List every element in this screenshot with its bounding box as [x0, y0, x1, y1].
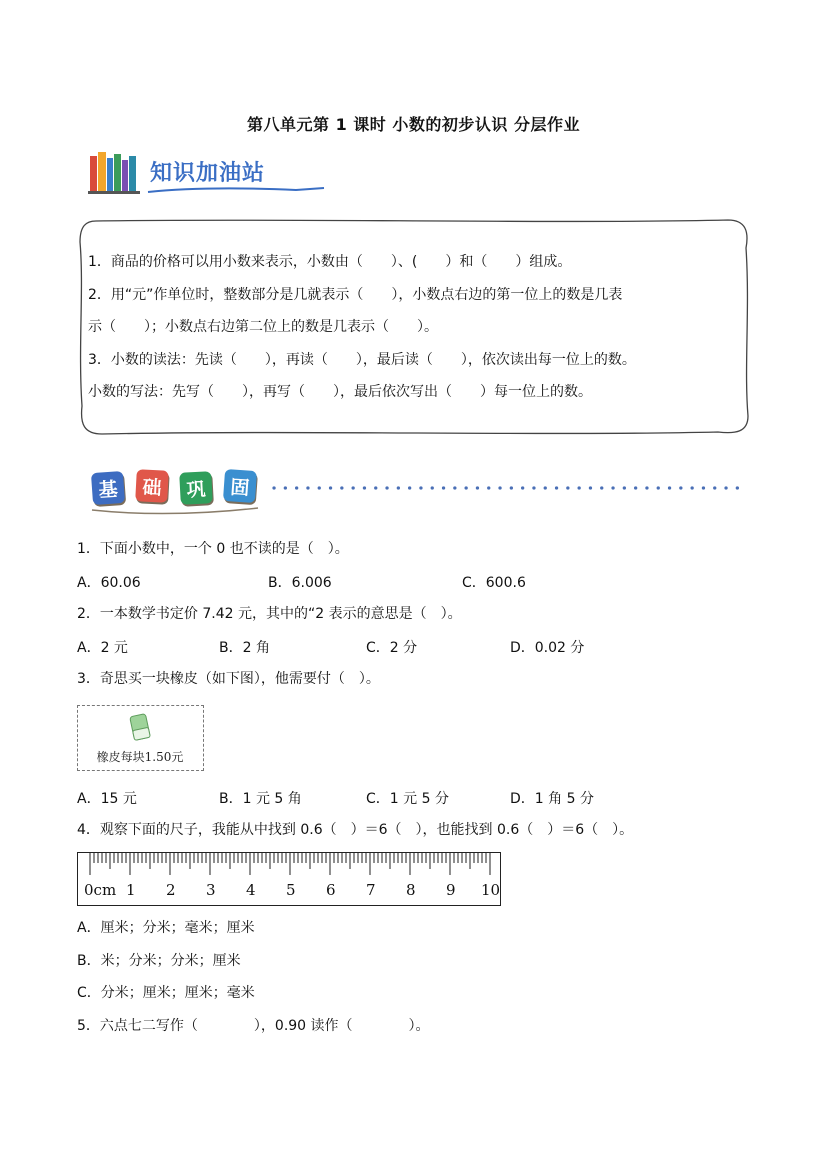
q4-option-c[interactable]: C．分米；厘米；厘米；毫米 [77, 985, 255, 1001]
question-3: 3．奇思买一块橡皮（如下图），他需要付（ ）。 [77, 671, 380, 687]
knowledge-line-3: 示（ ）；小数点右边第二位上的数是几表示（ ）。 [88, 319, 438, 335]
q2-option-c[interactable]: C．2 分 [366, 640, 418, 656]
eraser-price-label: 橡皮每块1.50元 [96, 750, 184, 764]
question-5: 5．六点七二写作（ ），0.90 读作（ ）。 [77, 1018, 430, 1034]
ruler-label: 7 [366, 881, 376, 899]
q4-option-a[interactable]: A．厘米；分米；毫米；厘米 [77, 920, 255, 936]
basics-banner [88, 464, 748, 514]
banner-swoosh [88, 504, 268, 518]
knowledge-banner-title: 知识加油站 [150, 161, 266, 186]
badge-ji: 基 [91, 471, 125, 505]
books-icon [88, 148, 142, 194]
ruler-labels [78, 881, 499, 903]
question-1: 1．下面小数中，一个 0 也不读的是（ ）。 [77, 541, 349, 557]
q3-option-b[interactable]: B．1 元 5 角 [219, 791, 302, 807]
q3-option-d[interactable]: D．1 角 5 分 [510, 791, 594, 807]
q1-option-c[interactable]: C．600.6 [462, 575, 526, 591]
ruler-label: 0cm [84, 881, 117, 899]
q1-option-b[interactable]: B．6.006 [268, 575, 332, 591]
knowledge-line-2: 2．用“元”作单位时，整数部分是几就表示（ ），小数点右边的第一位上的数是几表 [88, 287, 623, 303]
banner-underline [146, 184, 326, 196]
q1-option-a[interactable]: A．60.06 [77, 575, 141, 591]
ruler-label: 9 [446, 881, 456, 899]
ruler-ticks [78, 853, 499, 879]
ruler [77, 852, 501, 906]
q2-option-d[interactable]: D．0.02 分 [510, 640, 585, 656]
badge-gong: 巩 [179, 471, 213, 505]
ruler-label: 10 [481, 881, 501, 899]
question-4: 4．观察下面的尺子，我能从中找到 0.6（ ）＝6（ ），也能找到 0.6（ ）＝6（ ）。 [77, 822, 634, 838]
q4-option-b[interactable]: B．米；分米；分米；厘米 [77, 953, 241, 969]
badge-chu: 础 [135, 469, 169, 503]
knowledge-line-5: 小数的写法：先写（ ），再写（ ），最后依次写出（ ）每一位上的数。 [88, 384, 592, 400]
eraser-icon [129, 712, 151, 742]
ruler-label: 3 [206, 881, 216, 899]
q3-option-a[interactable]: A．15 元 [77, 791, 137, 807]
ruler-label: 4 [246, 881, 256, 899]
knowledge-line-4: 3．小数的读法：先读（ ），再读（ ），最后读（ ），依次读出每一位上的数。 [88, 352, 636, 368]
eraser-price-card [77, 705, 204, 771]
q2-option-b[interactable]: B．2 角 [219, 640, 270, 656]
knowledge-banner [88, 148, 318, 198]
q3-option-c[interactable]: C．1 元 5 分 [366, 791, 449, 807]
question-2: 2．一本数学书定价 7.42 元，其中的“2 表示的意思是（ ）。 [77, 606, 462, 622]
dotted-divider [272, 485, 742, 491]
ruler-label: 1 [126, 881, 136, 899]
ruler-label: 6 [326, 881, 336, 899]
ruler-label: 2 [166, 881, 176, 899]
q2-option-a[interactable]: A．2 元 [77, 640, 128, 656]
page-title: 第八单元第 1 课时 小数的初步认识 分层作业 [247, 115, 580, 134]
ruler-label: 8 [406, 881, 416, 899]
badge-gu: 固 [223, 469, 257, 503]
knowledge-line-1: 1．商品的价格可以用小数来表示，小数由（ ）、( ）和（ ）组成。 [88, 254, 572, 270]
ruler-label: 5 [286, 881, 296, 899]
